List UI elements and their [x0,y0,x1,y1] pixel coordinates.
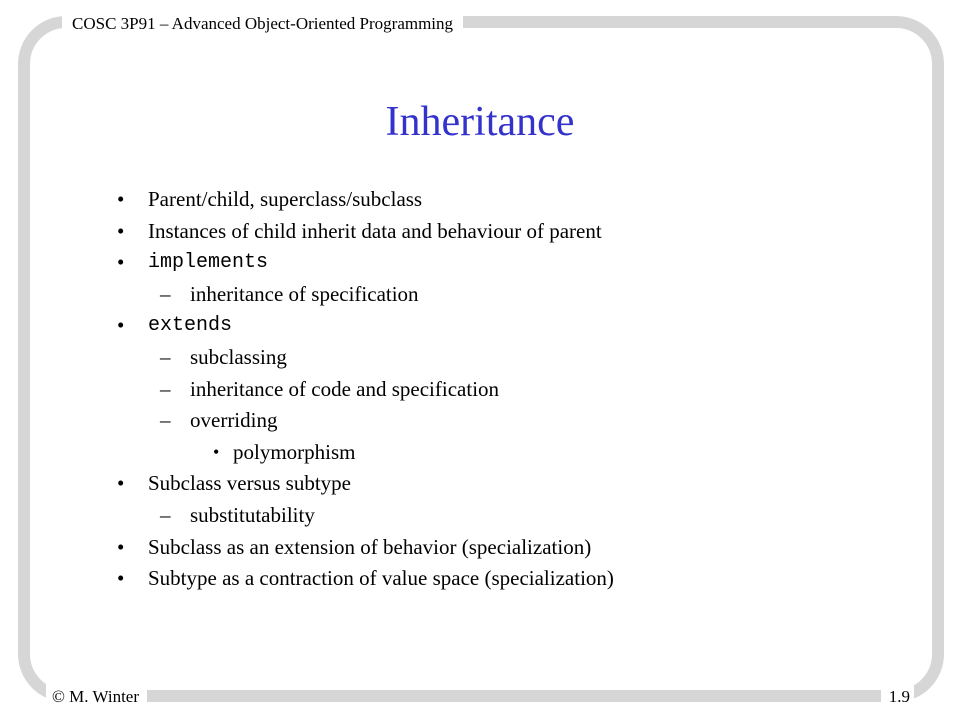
slide-title: Inheritance [385,99,575,145]
bullet-marker: • [213,441,220,462]
list-item [0,563,960,595]
list-item [0,500,960,532]
bullet-marker: • [117,218,125,243]
page-number: 1.9 [881,684,914,710]
list-item-text: Subtype as a contraction of value space (specialization) [148,566,614,591]
bullet-marker: • [117,566,125,591]
list-item-text: Parent/child, superclass/subclass [148,187,423,211]
course-header: COSC 3P91 – Advanced Object-Oriented Programming [62,11,463,37]
list-item [0,532,960,564]
keyword-extends: extends [148,314,233,338]
list-item-text: Instances of child inherit data and behaviour of parent [148,218,602,243]
list-item [0,437,960,469]
bullet-marker: • [117,534,125,559]
list-item-text: inheritance of specification [190,281,419,306]
list-item [0,310,960,342]
list-item-text: inheritance of code and specification [190,376,500,401]
list-item [0,342,960,374]
dash-marker: – [160,281,171,306]
bullet-marker: • [117,187,125,211]
dash-marker: – [160,502,171,527]
list-item [0,216,960,248]
list-item [0,405,960,437]
list-item [0,247,960,279]
list-item [0,279,960,311]
dash-marker: – [160,344,171,369]
list-item-text: subclassing [190,344,287,369]
bullet-marker: • [117,471,125,496]
author-footer: © M. Winter [46,684,147,710]
list-item-text: Subclass versus subtype [148,471,351,496]
list-item-text: overriding [190,408,278,433]
dash-marker: – [160,376,171,401]
bullet-marker: • [117,313,125,338]
bullet-list [0,184,960,595]
dash-marker: – [160,408,171,433]
list-item [0,374,960,406]
list-item [0,468,960,500]
bullet-marker: • [117,250,125,275]
list-item [0,184,960,216]
list-item-text: polymorphism [233,439,356,464]
list-item-text: Subclass as an extension of behavior (specialization) [148,534,592,559]
keyword-implements: implements [148,251,269,275]
list-item-text: substitutability [190,502,315,527]
